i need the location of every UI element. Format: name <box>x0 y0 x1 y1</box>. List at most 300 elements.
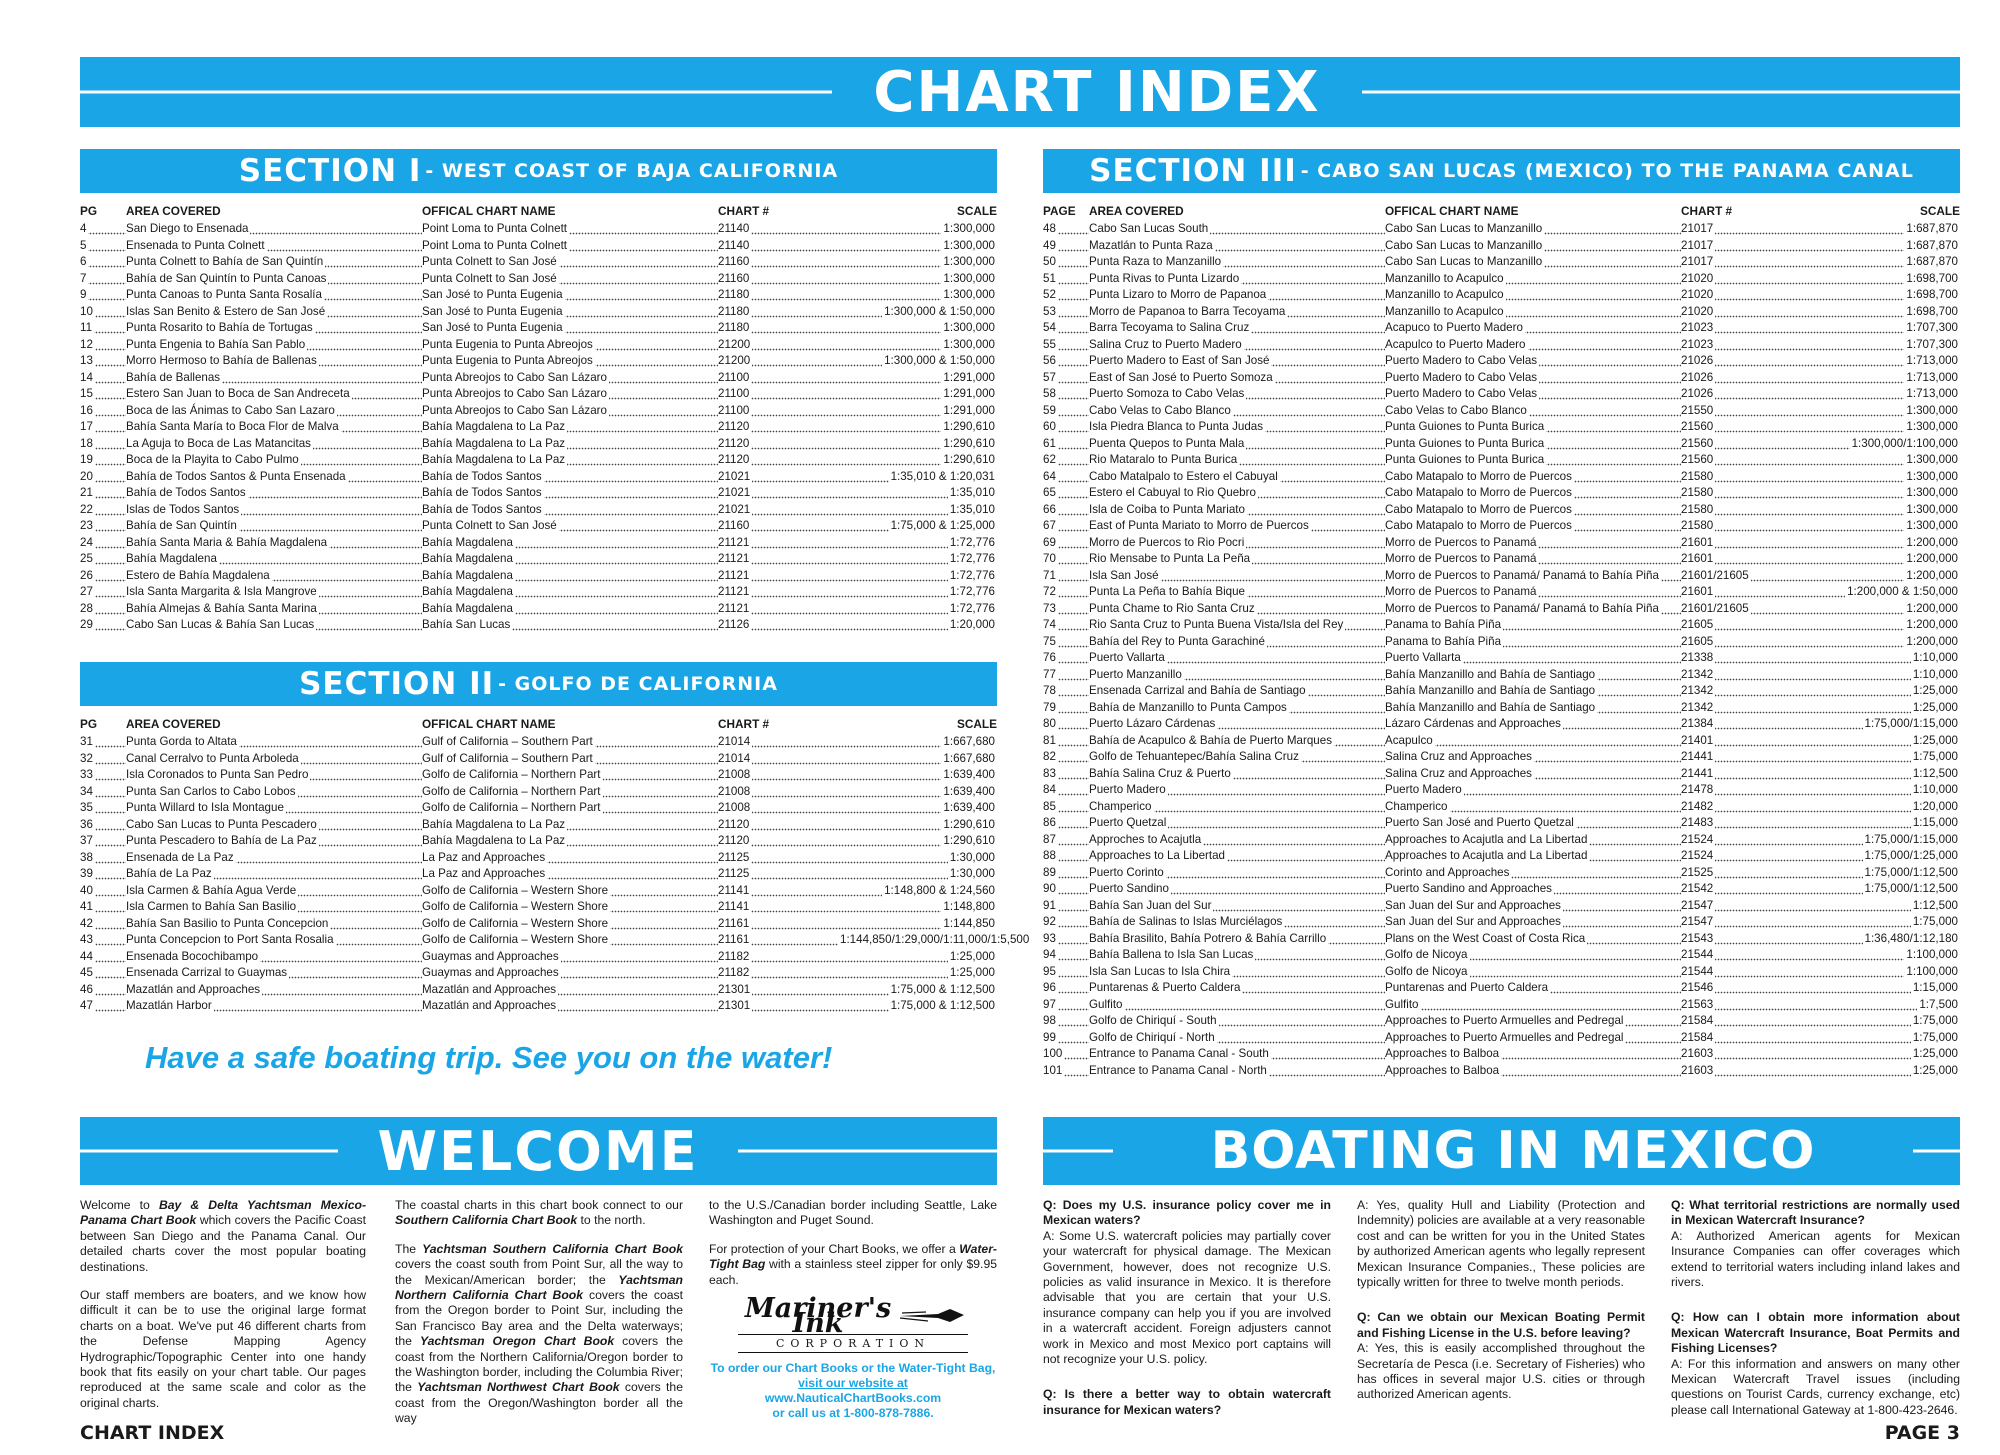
page-cell: 33 <box>80 767 126 784</box>
chart-name-cell: Bahía Magdalena to La Paz <box>422 419 718 436</box>
column-header: AREA COVERED <box>1089 204 1184 218</box>
scale-cell: 1:148,800 <box>838 899 997 916</box>
page-cell: 94 <box>1043 947 1089 964</box>
scale-cell: 1:300,000 <box>1801 469 1960 486</box>
chart-number-cell: 21200 <box>718 337 838 354</box>
area-cell: Islas San Benito & Estero de San José <box>126 304 422 321</box>
chart-name-cell: Bahía Magdalena to La Paz <box>422 452 718 469</box>
chart-number-cell: 21161 <box>718 932 838 949</box>
table-row <box>1043 667 1960 684</box>
page-cell: 7 <box>80 271 126 288</box>
chart-number-cell: 21603 <box>1681 1046 1801 1063</box>
area-cell: Punta La Peña to Bahía Bique <box>1089 584 1385 601</box>
area-cell: Cabo Matalpalo to Estero el Cabuyal <box>1089 469 1385 486</box>
chart-number-cell: 21605 <box>1681 634 1801 651</box>
table-row <box>80 469 997 486</box>
area-cell: Punta Canoas to Punta Santa Rosalía <box>126 287 422 304</box>
chart-name-cell: La Paz and Approaches <box>422 850 718 867</box>
chart-index-band <box>80 57 1960 127</box>
scale-cell: 1:72,776 <box>838 568 997 585</box>
section3-table <box>1043 203 1960 1079</box>
page-cell: 72 <box>1043 584 1089 601</box>
area-cell: Ensenada Carrizal and Bahía de Santiago <box>1089 683 1385 700</box>
table-row <box>1043 799 1960 816</box>
chart-number-cell: 21550 <box>1681 403 1801 420</box>
page-cell: 85 <box>1043 799 1089 816</box>
scale-cell: 1:72,776 <box>838 535 997 552</box>
chart-name-cell: Bahía de Todos Santos <box>422 485 718 502</box>
website-link[interactable]: www.NauticalChartBooks.com <box>764 1391 942 1406</box>
logo-text: Mariner's Ink <box>744 1293 892 1340</box>
text: with a stainless steel zipper for only $9.95 each. <box>709 1257 997 1287</box>
scale-cell: 1:72,776 <box>838 584 997 601</box>
table-row <box>80 932 1030 949</box>
page-cell: 87 <box>1043 832 1089 849</box>
chart-name-cell: Puerto Madero to Cabo Velas <box>1385 386 1681 403</box>
page-cell: 12 <box>80 337 126 354</box>
column-header: AREA COVERED <box>126 717 221 731</box>
area-cell: Punta Raza to Manzanillo <box>1089 254 1385 271</box>
chart-name-cell: Gulf of California – Southern Part <box>422 751 718 768</box>
chart-name-cell: Cabo San Lucas to Manzanillo <box>1385 221 1681 238</box>
chart-number-cell: 21601 <box>1681 535 1801 552</box>
page-title: CHART INDEX <box>832 57 1362 127</box>
chart-name-cell: Acapulco <box>1385 733 1681 750</box>
area-cell: Puerto Somoza to Cabo Velas <box>1089 386 1385 403</box>
table-row <box>80 998 997 1015</box>
area-cell: Isla de Coiba to Punta Mariato <box>1089 502 1385 519</box>
chart-name-cell: San Juan del Sur and Approaches <box>1385 914 1681 931</box>
section2-subtitle: - GOLFO DE CALIFORNIA <box>498 673 778 695</box>
scale-cell: 1:35,010 & 1:20,031 <box>838 469 997 486</box>
page-cell: 56 <box>1043 353 1089 370</box>
table-row <box>1043 617 1960 634</box>
scale-cell: 1:300,000 <box>838 238 997 255</box>
scale-cell: 1:707,300 <box>1801 337 1960 354</box>
area-cell: Mazatlán to Punta Raza <box>1089 238 1385 255</box>
scale-cell: 1:300,000 & 1:50,000 <box>838 353 997 370</box>
column-header: PAGE <box>1043 204 1076 218</box>
area-cell: Puerto Sandino <box>1089 881 1385 898</box>
chart-number-cell: 21546 <box>1681 980 1801 997</box>
chart-number-cell: 21008 <box>718 784 838 801</box>
chart-number-cell: 21020 <box>1681 304 1801 321</box>
page-cell: 96 <box>1043 980 1089 997</box>
scale-cell: 1:291,000 <box>838 370 997 387</box>
boating-col-2 <box>1357 1198 1645 1416</box>
chart-name-cell: Approaches to Balboa <box>1385 1063 1681 1080</box>
chart-number-cell: 21023 <box>1681 320 1801 337</box>
table-row <box>80 370 997 387</box>
table-row <box>1043 650 1960 667</box>
page-cell: 60 <box>1043 419 1089 436</box>
chart-name-cell: Manzanillo to Acapulco <box>1385 287 1681 304</box>
chart-name-cell: Guaymas and Approaches <box>422 965 718 982</box>
chart-number-cell: 21584 <box>1681 1030 1801 1047</box>
chart-number-cell: 21580 <box>1681 469 1801 486</box>
table-row <box>80 916 997 933</box>
table-row <box>80 551 997 568</box>
table-row <box>80 535 997 552</box>
chart-name-cell: Bahía Magdalena <box>422 584 718 601</box>
chart-number-cell: 21601 <box>1681 551 1801 568</box>
footer-left: CHART INDEX <box>80 1422 225 1444</box>
chart-name-cell: Bahía Magdalena <box>422 601 718 618</box>
page-cell: 61 <box>1043 436 1089 453</box>
page-cell: 97 <box>1043 997 1089 1014</box>
section1-table <box>80 203 997 634</box>
scale-cell: 1:75,000 <box>1801 1013 1960 1030</box>
scale-cell: 1:300,000/1:100,000 <box>1801 436 1960 453</box>
scale-cell: 1:713,000 <box>1801 386 1960 403</box>
table-row <box>80 800 997 817</box>
scale-cell: 1:20,000 <box>838 617 997 634</box>
page-cell: 78 <box>1043 683 1089 700</box>
boating-col-1 <box>1043 1198 1331 1431</box>
chart-number-cell: 21601/21605 <box>1681 601 1801 618</box>
chart-number-cell: 21603 <box>1681 1063 1801 1080</box>
page-cell: 11 <box>80 320 126 337</box>
page-cell: 43 <box>80 932 126 949</box>
page-cell: 16 <box>80 403 126 420</box>
scale-cell: 1:10,000 <box>1801 650 1960 667</box>
chart-number-cell: 21160 <box>718 518 838 535</box>
page-cell: 26 <box>80 568 126 585</box>
table-row <box>1043 832 1960 849</box>
area-cell: Bahía Magdalena <box>126 551 422 568</box>
table-row <box>1043 815 1960 832</box>
table-header <box>80 203 997 219</box>
chart-name-cell: Puerto Madero to Cabo Velas <box>1385 353 1681 370</box>
chart-number-cell: 21021 <box>718 469 838 486</box>
table-row <box>80 287 997 304</box>
table-row <box>80 866 997 883</box>
chart-number-cell: 21160 <box>718 254 838 271</box>
chart-name-cell: San José to Punta Eugenia <box>422 320 718 337</box>
welcome-col-2 <box>395 1198 683 1440</box>
chart-number-cell: 21020 <box>1681 271 1801 288</box>
area-cell: Ensenada to Punta Colnett <box>126 238 422 255</box>
chart-name-cell: Morro de Puercos to Panamá/ Panamá to Bahía Piña <box>1385 601 1681 618</box>
column-header: CHART # <box>718 204 770 218</box>
column-header: SCALE <box>957 204 997 218</box>
table-row <box>80 386 997 403</box>
chart-name-cell: Golfo de California – Western Shore <box>422 916 718 933</box>
squid-icon <box>898 1305 968 1327</box>
text: covers the coast from the Northern California/Oregon border to the Washington border, including the Columbia River; the <box>395 1334 683 1395</box>
chart-number-cell: 21560 <box>1681 436 1801 453</box>
chart-number-cell: 21401 <box>1681 733 1801 750</box>
scale-cell: 1:300,000 & 1:50,000 <box>838 304 997 321</box>
table-row <box>1043 535 1960 552</box>
chart-name-cell: Morro de Puercos to Panamá/ Panamá to Bahía Piña <box>1385 568 1681 585</box>
scale-cell: 1:75,000 & 1:25,000 <box>838 518 997 535</box>
column-header: SCALE <box>1920 204 1960 218</box>
area-cell: Bahía de La Paz <box>126 866 422 883</box>
chart-number-cell: 21120 <box>718 817 838 834</box>
chart-name-cell: Mazatlán and Approaches <box>422 982 718 999</box>
page-cell: 23 <box>80 518 126 535</box>
chart-number-cell: 21441 <box>1681 766 1801 783</box>
text: For protection of your Chart Books, we offer a <box>709 1241 960 1256</box>
chart-name-cell: Approaches to Puerto Armuelles and Pedregal <box>1385 1013 1681 1030</box>
column-header: PG <box>80 204 98 218</box>
faq-question: Q: Is there a better way to obtain watercraft insurance for Mexican waters? <box>1043 1387 1331 1417</box>
table-row <box>1043 997 1960 1014</box>
page-cell: 101 <box>1043 1063 1089 1080</box>
area-cell: Cabo San Lucas & Bahía San Lucas <box>126 617 422 634</box>
scale-cell: 1:30,000 <box>838 866 997 883</box>
chart-number-cell: 21482 <box>1681 799 1801 816</box>
scale-cell: 1:291,000 <box>838 403 997 420</box>
page-cell: 83 <box>1043 766 1089 783</box>
table-row <box>80 353 997 370</box>
table-row <box>80 767 997 784</box>
chart-number-cell: 21140 <box>718 221 838 238</box>
chart-name-cell: Bahía Manzanillo and Bahía de Santiago <box>1385 683 1681 700</box>
section3-header <box>1043 149 1960 193</box>
table-row <box>1043 337 1960 354</box>
page-cell: 62 <box>1043 452 1089 469</box>
table-row <box>1043 931 1960 948</box>
table-row <box>1043 1013 1960 1030</box>
page-cell: 28 <box>80 601 126 618</box>
chart-number-cell: 21120 <box>718 419 838 436</box>
page-cell: 69 <box>1043 535 1089 552</box>
page-cell: 92 <box>1043 914 1089 931</box>
scale-cell: 1:687,870 <box>1801 238 1960 255</box>
column-header: SCALE <box>957 717 997 731</box>
scale-cell: 1:290,610 <box>838 833 997 850</box>
table-row <box>80 485 997 502</box>
page-cell: 90 <box>1043 881 1089 898</box>
chart-number-cell: 21121 <box>718 535 838 552</box>
area-cell: Bahía Ballena to Isla San Lucas <box>1089 947 1385 964</box>
welcome-paragraph <box>395 1242 683 1427</box>
chart-name-cell: Punta Colnett to San José <box>422 271 718 288</box>
table-row <box>1043 914 1960 931</box>
scale-cell: 1:75,000/1:15,000 <box>1801 716 1960 733</box>
chart-name-cell: Puntarenas and Puerto Caldera <box>1385 980 1681 997</box>
table-row <box>1043 469 1960 486</box>
page-cell: 51 <box>1043 271 1089 288</box>
column-header: PG <box>80 717 98 731</box>
table-row <box>1043 733 1960 750</box>
chart-name-cell: Salina Cruz and Approaches <box>1385 749 1681 766</box>
order-line: To order our Chart Books or the Water-Tight Bag, <box>710 1361 996 1376</box>
page-cell: 99 <box>1043 1030 1089 1047</box>
area-cell: Bahía de Salinas to Islas Murciélagos <box>1089 914 1385 931</box>
chart-name-cell: Cabo Matapalo to Morro de Puercos <box>1385 469 1681 486</box>
table-header <box>1043 203 1960 219</box>
chart-number-cell: 21301 <box>718 982 838 999</box>
faq-answer: A: For this information and answers on many other Mexican Watercraft Travel issues (including questions on Tourist Cards, currency exchange, etc) please call International Gateway at 1-800-423-2646. <box>1671 1356 1960 1417</box>
chart-number-cell: 21160 <box>718 271 838 288</box>
scale-cell: 1:300,000 <box>838 337 997 354</box>
chart-number-cell: 21100 <box>718 370 838 387</box>
table-row <box>80 238 997 255</box>
scale-cell: 1:200,000 <box>1801 535 1960 552</box>
area-cell: Punta San Carlos to Cabo Lobos <box>126 784 422 801</box>
scale-cell: 1:75,000 & 1:12,500 <box>838 998 997 1015</box>
chart-name-cell: Bahía Magdalena <box>422 568 718 585</box>
table-row <box>1043 320 1960 337</box>
table-row <box>1043 881 1960 898</box>
area-cell: Rio Mensabe to Punta La Peña <box>1089 551 1385 568</box>
area-cell: Puerto Quetzal <box>1089 815 1385 832</box>
area-cell: Morro de Papanoa to Barra Tecoyama <box>1089 304 1385 321</box>
scale-cell: 1:200,000 <box>1801 568 1960 585</box>
page-cell: 49 <box>1043 238 1089 255</box>
scale-cell: 1:300,000 <box>1801 502 1960 519</box>
book-title: Yachtsman Southern California Chart Book <box>422 1241 683 1256</box>
chart-number-cell: 21026 <box>1681 370 1801 387</box>
scale-cell: 1:290,610 <box>838 436 997 453</box>
section2-table <box>80 716 1030 1015</box>
area-cell: Puntarenas & Puerto Caldera <box>1089 980 1385 997</box>
chart-name-cell: Morro de Puercos to Panamá <box>1385 584 1681 601</box>
faq-answer: A: Yes, quality Hull and Liability (Protection and Indemnity) policies are available at a very reasonable cost and can be written for you in the United States by authorized American agents who legally represent Mexican Insurance Companies., These policies are typically written for three to twelve month periods. <box>1357 1198 1645 1290</box>
area-cell: Bahía de San Quintín to Punta Canoas <box>126 271 422 288</box>
scale-cell: 1:639,400 <box>838 800 997 817</box>
page-cell: 65 <box>1043 485 1089 502</box>
table-row <box>80 221 997 238</box>
area-cell: Isla Piedra Blanca to Punta Judas <box>1089 419 1385 436</box>
area-cell: Puenta Quepos to Punta Mala <box>1089 436 1385 453</box>
section3-subtitle: - CABO SAN LUCAS (MEXICO) TO THE PANAMA CANAL <box>1300 160 1914 182</box>
chart-name-cell: Punta Colnett to San José <box>422 254 718 271</box>
area-cell: Bahía Santa María to Boca Flor de Malva <box>126 419 422 436</box>
chart-name-cell: Punta Guiones to Punta Burica <box>1385 452 1681 469</box>
scale-cell: 1:25,000 <box>1801 700 1960 717</box>
chart-name-cell: Bahía Manzanillo and Bahía de Santiago <box>1385 667 1681 684</box>
area-cell: Bahía de San Quintín <box>126 518 422 535</box>
table-row <box>1043 221 1960 238</box>
page-cell: 59 <box>1043 403 1089 420</box>
chart-number-cell: 21180 <box>718 287 838 304</box>
page-cell: 74 <box>1043 617 1089 634</box>
logo-name <box>738 1293 968 1340</box>
page-cell: 14 <box>80 370 126 387</box>
page-cell: 4 <box>80 221 126 238</box>
chart-name-cell: Puerto Madero <box>1385 782 1681 799</box>
page-cell: 40 <box>80 883 126 900</box>
chart-number-cell: 21141 <box>718 883 838 900</box>
chart-name-cell: Manzanillo to Acapulco <box>1385 271 1681 288</box>
area-cell: Mazatlán and Approaches <box>126 982 422 999</box>
chart-number-cell: 21580 <box>1681 502 1801 519</box>
chart-number-cell: 21544 <box>1681 964 1801 981</box>
page-cell: 98 <box>1043 1013 1089 1030</box>
page-cell: 35 <box>80 800 126 817</box>
scale-cell: 1:200,000 <box>1801 551 1960 568</box>
area-cell: Bahía San Basilio to Punta Concepcion <box>126 916 422 933</box>
chart-number-cell: 21161 <box>718 916 838 933</box>
scale-cell: 1:200,000 <box>1801 634 1960 651</box>
area-cell: Punta Rivas to Punta Lizardo <box>1089 271 1385 288</box>
scale-cell: 1:25,000 <box>1801 1046 1960 1063</box>
table-row <box>80 751 997 768</box>
chart-number-cell: 21342 <box>1681 683 1801 700</box>
table-row <box>1043 1030 1960 1047</box>
page-cell: 50 <box>1043 254 1089 271</box>
page-cell: 81 <box>1043 733 1089 750</box>
chart-number-cell: 21121 <box>718 584 838 601</box>
area-cell: Canal Cerralvo to Punta Arboleda <box>126 751 422 768</box>
chart-name-cell: Golfo de California – Western Shore <box>422 883 718 900</box>
table-row <box>80 850 997 867</box>
text: covers the coast from the Oregon border to Point Sur, including the San Francisco Bay area and the Delta waterways; the <box>395 1288 683 1349</box>
chart-name-cell: Plans on the West Coast of Costa Rica <box>1385 931 1681 948</box>
section1-title: SECTION I <box>238 153 422 189</box>
chart-number-cell: 21141 <box>718 899 838 916</box>
faq-answer: A: Yes, this is easily accomplished throughout the Secretaría de Pesca (i.e. Secretary of Fisheries) who has offices in several major U.S. cities or through authorized American agents. <box>1357 1341 1645 1402</box>
chart-number-cell: 21100 <box>718 386 838 403</box>
text: covers the coast south from Point Sur, all the way to the Mexican/American border; the <box>395 1257 683 1287</box>
chart-name-cell: Punta Guiones to Punta Burica <box>1385 419 1681 436</box>
chart-number-cell: 21543 <box>1681 931 1801 948</box>
scale-cell: 1:25,000 <box>838 949 997 966</box>
table-row <box>80 949 997 966</box>
scale-cell: 1:300,000 <box>1801 403 1960 420</box>
scale-cell: 1:200,000 & 1:50,000 <box>1801 584 1960 601</box>
chart-name-cell: Bahía Magdalena <box>422 551 718 568</box>
page-cell: 22 <box>80 502 126 519</box>
table-row <box>80 734 997 751</box>
chart-name-cell: Point Loma to Punta Colnett <box>422 221 718 238</box>
table-row <box>1043 551 1960 568</box>
area-cell: Bahía Almejas & Bahía Santa Marina <box>126 601 422 618</box>
area-cell: Punta Willard to Isla Montague <box>126 800 422 817</box>
area-cell: Ensenada de La Paz <box>126 850 422 867</box>
table-row <box>80 403 997 420</box>
chart-name-cell: Approaches to Acajutla and La Libertad <box>1385 848 1681 865</box>
table-row <box>1043 634 1960 651</box>
chart-number-cell: 21008 <box>718 767 838 784</box>
chart-number-cell: 21524 <box>1681 848 1801 865</box>
area-cell: Barra Tecoyama to Salina Cruz <box>1089 320 1385 337</box>
area-cell: Approches to Acajutla <box>1089 832 1385 849</box>
area-cell: Punta Colnett to Bahía de San Quintín <box>126 254 422 271</box>
page-cell: 13 <box>80 353 126 370</box>
area-cell: Entrance to Panama Canal - North <box>1089 1063 1385 1080</box>
chart-name-cell: Corinto and Approaches <box>1385 865 1681 882</box>
faq-question: Q: Does my U.S. insurance policy cover me in Mexican waters? <box>1043 1198 1331 1228</box>
chart-name-cell: Bahía San Lucas <box>422 617 718 634</box>
chart-name-cell: Golfo de California – Northern Part <box>422 800 718 817</box>
page-cell: 89 <box>1043 865 1089 882</box>
table-row <box>80 304 997 321</box>
table-row <box>80 584 997 601</box>
scale-cell: 1:290,610 <box>838 452 997 469</box>
scale-cell: 1:75,000 <box>1801 914 1960 931</box>
scale-cell: 1:290,610 <box>838 817 997 834</box>
table-row <box>80 617 997 634</box>
chart-name-cell: Golfo de Nicoya <box>1385 964 1681 981</box>
page-cell: 70 <box>1043 551 1089 568</box>
faq-question: Q: What territorial restrictions are normally used in Mexican Watercraft Insurance? <box>1671 1198 1960 1228</box>
scale-cell: 1:75,000/1:12,500 <box>1801 881 1960 898</box>
table-row <box>80 817 997 834</box>
chart-name-cell: San José to Punta Eugenia <box>422 287 718 304</box>
table-row <box>1043 403 1960 420</box>
section2-title: SECTION II <box>299 666 495 702</box>
scale-cell: 1:15,000 <box>1801 980 1960 997</box>
page-cell: 37 <box>80 833 126 850</box>
area-cell: Bahía Brasilito, Bahía Potrero & Bahía Carrillo <box>1089 931 1385 948</box>
book-title: Southern California Chart Book <box>395 1213 578 1228</box>
text: covers the coast from the Oregon/Washington border all the way <box>395 1380 683 1426</box>
